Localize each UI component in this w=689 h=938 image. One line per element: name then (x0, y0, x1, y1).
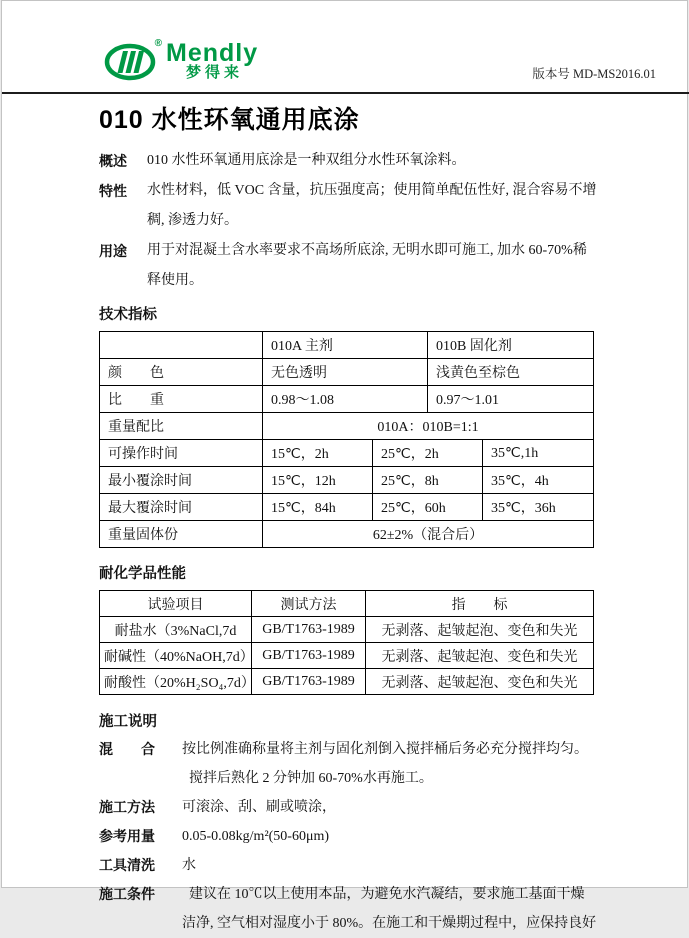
usage-paragraph (99, 236, 619, 296)
chem-method: GB/T1763-1989 (252, 617, 366, 643)
chem-item: 耐酸性（20%H₂SO₄,7d） (100, 669, 252, 695)
chem-resistance-table (99, 590, 594, 695)
table-row-max-recoat (100, 494, 594, 521)
table-row-alkali (100, 643, 594, 669)
row-label: 最小覆涂时间 (100, 467, 263, 494)
row-label: 颜 色 (100, 359, 263, 386)
tech-specs-heading: 技术指标 (99, 307, 157, 323)
min-recoat-35c: 35℃，4h (483, 467, 594, 494)
color-a-cell: 无色透明 (263, 359, 428, 386)
pot-life-15c: 15℃，2h (263, 440, 373, 467)
chem-method: GB/T1763-1989 (252, 669, 366, 695)
table-row-mix-ratio (100, 413, 594, 440)
brand-text-block (166, 39, 259, 81)
features-text-line2: 稠, 渗透力好。 (147, 213, 238, 228)
row-label: 最大覆涂时间 (100, 494, 263, 521)
conditions-text-line1: 建议在 10℃以上使用本品，为避免水汽凝结，要求施工基面干燥 (189, 887, 585, 902)
chem-result: 无剥落、起皱起泡、变色和失光 (366, 669, 594, 695)
chem-result: 无剥落、起皱起泡、变色和失光 (366, 617, 594, 643)
usage-label: 用途 (99, 243, 127, 259)
chem-item: 耐碱性（40%NaOH,7d） (100, 643, 252, 669)
conditions-item (99, 880, 619, 938)
brand-name-chinese: 梦得来 (186, 64, 244, 81)
chem-col-method: 测试方法 (252, 591, 366, 617)
page-header (2, 1, 687, 92)
brand-name: Mendly (166, 39, 259, 67)
row-label: 重量固体份 (100, 521, 263, 548)
tool-cleaning-text: 水 (182, 858, 196, 873)
table-row-specific-gravity (100, 386, 594, 413)
table-row-solids (100, 521, 594, 548)
row-label: 比 重 (100, 386, 263, 413)
chem-item: 耐盐水（3%NaCl,7d (100, 617, 252, 643)
coverage-label: 参考用量 (99, 828, 155, 844)
header-divider (2, 92, 689, 94)
conditions-label: 施工条件 (99, 886, 155, 902)
application-method-label: 施工方法 (99, 799, 155, 815)
tool-cleaning-item (99, 851, 619, 880)
table-row-min-recoat (100, 467, 594, 494)
chem-result: 无剥落、起皱起泡、变色和失光 (366, 643, 594, 669)
overview-text: 010 水性环氧通用底涂是一种双组分水性环氧涂料。 (147, 153, 466, 168)
table-row-acid (100, 669, 594, 695)
table-row-header (100, 332, 594, 359)
coverage-text: 0.05-0.08kg/m²(50-60μm) (182, 829, 330, 844)
mixing-text-line1: 按比例准确称量将主剂与固化剂倒入搅拌桶后务必充分搅拌均匀。 (182, 742, 588, 757)
pot-life-25c: 25℃，2h (373, 440, 483, 467)
datasheet-page (1, 0, 688, 931)
mixing-label: 混 合 (99, 741, 155, 757)
max-recoat-25c: 25℃，60h (373, 494, 483, 521)
features-paragraph (99, 176, 619, 236)
features-text-line1: 水性材料，低 VOC 含量，抗压强度高；使用简单配伍性好, 混合容易不增 (147, 183, 597, 198)
chem-col-result: 指 标 (366, 591, 594, 617)
application-method-text: 可滚涂、刮、刷或喷涂， (182, 800, 336, 815)
min-recoat-15c: 15℃，12h (263, 467, 373, 494)
table-row-pot-life (100, 440, 594, 467)
gravity-a-cell: 0.98～1.08 (263, 386, 428, 413)
table-row-salt-water (100, 617, 594, 643)
conditions-text-line2: 洁净, 空气相对湿度小于 80%。在施工和干燥期过程中，应保持良好 (182, 916, 597, 931)
chem-col-item: 试验项目 (100, 591, 252, 617)
construction-section (99, 735, 619, 938)
registered-trademark-icon: ® (154, 38, 162, 49)
coverage-item (99, 822, 619, 851)
usage-text-line2: 释使用。 (147, 273, 203, 288)
usage-text-line1: 用于对混凝土含水率要求不高场所底涂, 无明水即可施工, 加水 60-70%稀 (147, 243, 587, 258)
color-b-cell: 浅黄色至棕色 (428, 359, 594, 386)
tech-specs-table (99, 331, 594, 548)
logo-oval-m-icon (104, 38, 162, 82)
solids-value: 62±2%（混合后） (263, 521, 594, 548)
row-label: 可操作时间 (100, 440, 263, 467)
intro-section (99, 146, 619, 296)
page-title: 010 水性环氧通用底涂 (99, 106, 360, 134)
table-row-header (100, 591, 594, 617)
overview-paragraph (99, 146, 619, 176)
mix-ratio-value: 010A：010B=1:1 (263, 413, 594, 440)
pot-life-35c: 35℃,1h (483, 440, 594, 467)
col-header-010b: 010B 固化剂 (428, 332, 594, 359)
document-body (99, 100, 619, 938)
chem-method: GB/T1763-1989 (252, 643, 366, 669)
gravity-b-cell: 0.97～1.01 (428, 386, 594, 413)
chem-resistance-heading: 耐化学品性能 (99, 566, 186, 582)
mixing-item (99, 735, 619, 793)
max-recoat-15c: 15℃，84h (263, 494, 373, 521)
overview-label: 概述 (99, 153, 127, 169)
application-method-item (99, 793, 619, 822)
features-label: 特性 (99, 183, 127, 199)
max-recoat-35c: 35℃，36h (483, 494, 594, 521)
version-number: 版本号 MD-MS2016.01 (532, 67, 656, 81)
empty-corner-cell (100, 332, 263, 359)
min-recoat-25c: 25℃，8h (373, 467, 483, 494)
brand-logo (104, 38, 259, 82)
construction-heading: 施工说明 (99, 714, 157, 730)
table-row-color (100, 359, 594, 386)
mixing-text-line2: 搅拌后熟化 2 分钟加 60-70%水再施工。 (189, 771, 433, 786)
col-header-010a: 010A 主剂 (263, 332, 428, 359)
row-label: 重量配比 (100, 413, 263, 440)
tool-cleaning-label: 工具清洗 (99, 857, 155, 873)
